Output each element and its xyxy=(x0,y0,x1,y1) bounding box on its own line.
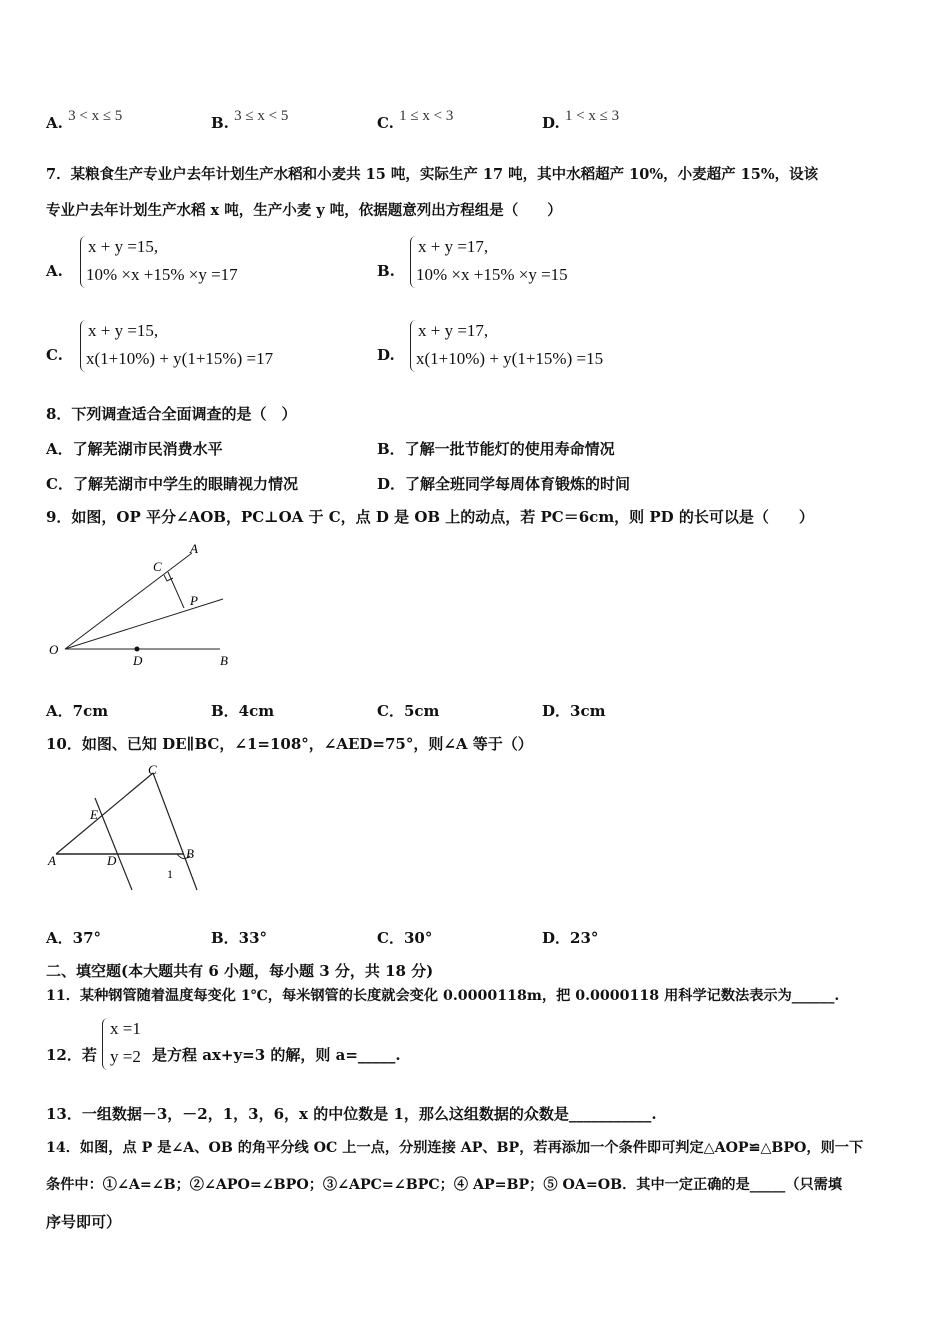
q9-label-d: D xyxy=(133,653,143,668)
q10-label-c: C xyxy=(148,762,157,777)
q10-line-ed xyxy=(95,798,132,890)
q7-option-d-eq2: x(1+10%) + y(1+15%) =15 xyxy=(416,349,604,368)
q10-label-e: E xyxy=(90,807,98,822)
q14-line3: 序号即可） xyxy=(46,1213,122,1231)
q8-stem: 8．下列调查适合全面调查的是（ ） xyxy=(46,405,297,423)
q13-stem: 13．一组数据－3，－2，1，3，6，x 的中位数是 1，那么这组数据的众数是___________. xyxy=(46,1105,657,1123)
q7-stem-line1: 7．某粮食生产专业户去年计划生产水稻和小麦共 15 吨，实际生产 17 吨，其中水稻超产 10%，小麦超产 15%，设该 xyxy=(46,166,819,183)
q14-line1: 14．如图，点 P 是∠A、OB 的角平分线 OC 上一点，分别连接 AP、BP，若再添加一个条件即可判定△AOP≌△BPO，则一下 xyxy=(46,1140,864,1156)
q10-line-cb xyxy=(153,773,197,890)
q7-option-a-eq1: x + y =15, xyxy=(88,237,159,256)
q10-option-c: C．30° xyxy=(377,929,433,947)
q12-suffix: 是方程 ax+y=3 的解，则 a=_____. xyxy=(152,1046,401,1064)
q6-option-a-expr: 3 < x ≤ 5 xyxy=(68,108,123,124)
q6-option-b-expr: 3 ≤ x < 5 xyxy=(234,108,289,124)
q9-option-d: D．3cm xyxy=(542,702,606,720)
q7-option-d-eq1: x + y =17, xyxy=(418,321,489,340)
q8-option-d: D．了解全班同学每周体育锻炼的时间 xyxy=(377,475,631,493)
q9-option-b: B．4cm xyxy=(211,702,275,720)
q6-option-b: B. 3 ≤ x < 5 xyxy=(211,108,289,132)
q10-line-ac xyxy=(56,773,153,854)
q12-eq2: y =2 xyxy=(110,1047,141,1066)
q8-option-c: C．了解芜湖市中学生的眼睛视力情况 xyxy=(46,475,298,493)
q6-option-a: A. 3 < x ≤ 5 xyxy=(46,108,123,132)
q8-option-b: B．了解一批节能灯的使用寿命情况 xyxy=(377,440,615,458)
q6-option-d: D. 1 < x ≤ 3 xyxy=(542,108,620,132)
q10-option-b: B．33° xyxy=(211,929,268,947)
q10-figure xyxy=(40,762,210,897)
q9-label-b: B xyxy=(220,653,228,668)
q9-label-p: P xyxy=(190,593,198,608)
q7-option-c-eq2: x(1+10%) + y(1+15%) =17 xyxy=(86,349,274,368)
q10-option-d: D．23° xyxy=(542,929,599,947)
q10-option-a: A．37° xyxy=(46,929,102,947)
q7-option-a-eq2: 10% ×x +15% ×y =17 xyxy=(86,265,238,284)
q10-label-d: D xyxy=(107,853,117,868)
q9-figure xyxy=(40,538,240,673)
section-2-heading: 二、填空题(本大题共有 6 小题，每小题 3 分，共 18 分) xyxy=(46,962,434,980)
q7-stem-line2: 专业户去年计划生产水稻 x 吨，生产小麦 y 吨，依据题意列出方程组是（ ） xyxy=(46,202,562,219)
q9-ray-op xyxy=(65,599,223,649)
q9-segment-pc xyxy=(168,572,184,608)
q12-brace xyxy=(102,1018,109,1070)
q9-option-c: C．5cm xyxy=(377,702,440,720)
q10-stem: 10．如图、已知 DE∥BC，∠1=108°，∠AED=75°，则∠A 等于（） xyxy=(46,735,533,753)
q7-option-b-eq1: x + y =17, xyxy=(418,237,489,256)
q7-option-a-label: A. xyxy=(46,262,63,280)
q8-option-a: A．了解芜湖市民消费水平 xyxy=(46,440,223,458)
q7-option-c-eq1: x + y =15, xyxy=(88,321,159,340)
q10-label-a: A xyxy=(48,853,56,868)
q9-point-d xyxy=(135,647,140,652)
q12-prefix: 12．若 xyxy=(46,1046,97,1064)
q6-option-c: C. 1 ≤ x < 3 xyxy=(377,108,454,132)
q14-line2: 条件中：①∠A=∠B；②∠APO=∠BPO；③∠APC=∠BPC；④ AP=BP；⑤ OA=OB．其中一定正确的是_____（只需填 xyxy=(46,1177,843,1193)
q11-stem: 11．某种钢管随着温度每变化 1℃，每米钢管的长度就会变化 0.0000118m，把 0.0000118 用科学记数法表示为______. xyxy=(46,988,840,1004)
q7-option-d-label: D. xyxy=(377,346,395,364)
q7-option-b-label: B. xyxy=(377,262,395,280)
q7-option-b-eq2: 10% ×x +15% ×y =15 xyxy=(416,265,568,284)
q7-option-c-label: C. xyxy=(46,346,63,364)
q12-eq1: x =1 xyxy=(110,1019,141,1038)
q9-label-c: C xyxy=(153,559,162,574)
q6-option-d-expr: 1 < x ≤ 3 xyxy=(564,108,620,124)
q9-label-o: O xyxy=(49,642,59,657)
q10-label-1: 1 xyxy=(167,867,173,881)
q10-label-b: B xyxy=(186,846,194,861)
q9-label-a: A xyxy=(190,541,198,556)
q9-option-a: A．7cm xyxy=(46,702,109,720)
q9-stem: 9．如图，OP 平分∠AOB，PC⊥OA 于 C，点 D 是 OB 上的动点，若 PC＝6cm，则 PD 的长可以是（ ） xyxy=(46,508,814,526)
q9-ray-oa xyxy=(65,553,192,649)
q6-option-c-expr: 1 ≤ x < 3 xyxy=(399,108,454,124)
